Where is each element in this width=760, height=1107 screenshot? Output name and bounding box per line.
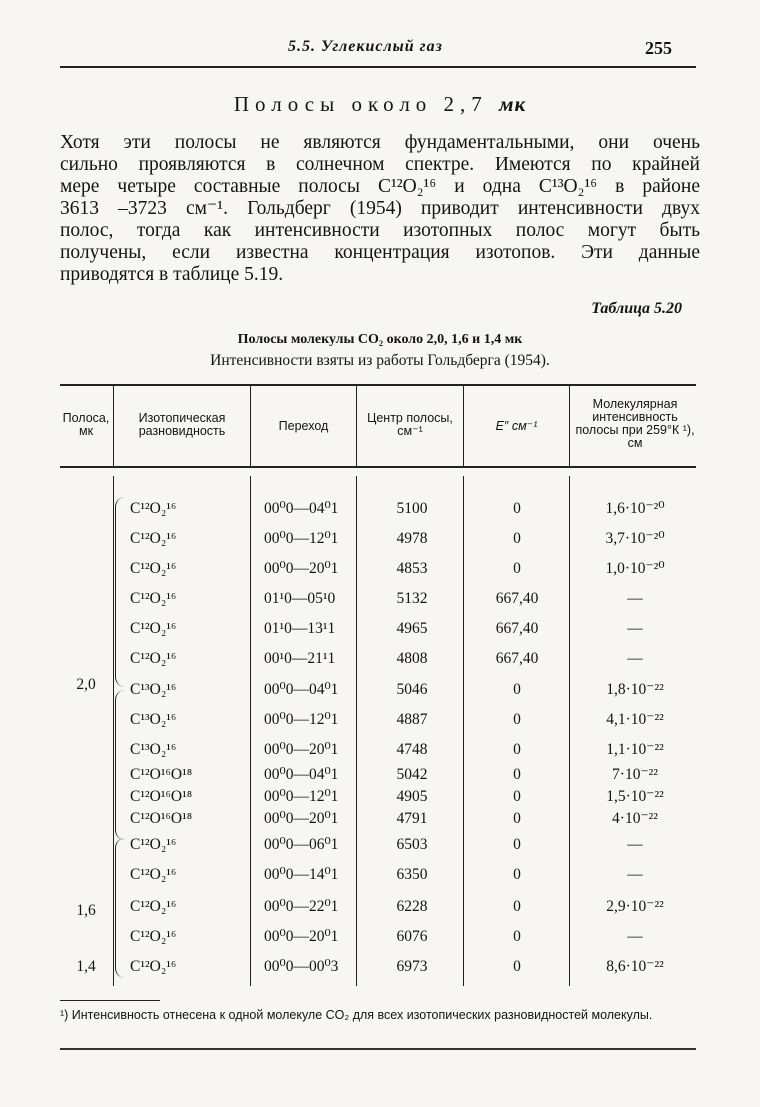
- paragraph-line: получены, если известна концентрация изотопов. Эти данные: [60, 242, 700, 263]
- cell-isotope: C¹²O₂¹⁶: [130, 866, 177, 883]
- cell-energy: 0: [513, 530, 521, 547]
- cell-transition: 00⁰0—04⁰1: [264, 681, 339, 698]
- page-number: 255: [645, 38, 672, 58]
- cell-intensity: 4,1·10⁻²²: [606, 711, 664, 728]
- cell-center: 4748: [396, 741, 428, 758]
- cell-energy: 0: [513, 741, 521, 758]
- table-top-rule: [60, 384, 696, 386]
- cell-center: 6350: [396, 866, 428, 883]
- cell-transition: 00⁰0—04⁰1: [264, 766, 339, 783]
- cell-intensity: 2,9·10⁻²²: [606, 898, 664, 915]
- cell-isotope: C¹²O₂¹⁶: [130, 590, 177, 607]
- cell-center: 6228: [396, 898, 428, 915]
- cell-center: 4791: [396, 810, 428, 827]
- cell-energy: 0: [513, 711, 521, 728]
- table-header-rule: [60, 466, 696, 468]
- cell-transition: 00⁰0—06⁰1: [264, 836, 339, 853]
- cell-intensity: 1,8·10⁻²²: [606, 681, 664, 698]
- cell-energy: 667,40: [495, 590, 539, 607]
- cell-intensity: 8,6·10⁻²²: [606, 958, 664, 975]
- column-divider: [463, 386, 464, 466]
- header-rule: [60, 66, 696, 68]
- header-band: Полоса, мк: [62, 411, 110, 438]
- header-transition: Переход: [278, 419, 329, 433]
- cell-energy: 667,40: [495, 650, 539, 667]
- band-label: 2,0: [76, 676, 96, 693]
- bottom-rule: [60, 1048, 696, 1050]
- cell-isotope: C¹²O₂¹⁶: [130, 620, 177, 637]
- cell-transition: 00⁰0—04⁰1: [264, 500, 339, 517]
- cell-center: 6076: [396, 928, 428, 945]
- band-label: 1,6: [76, 902, 96, 919]
- body-paragraph: [60, 132, 700, 286]
- cell-intensity: —: [627, 650, 643, 667]
- table-caption: Полосы молекулы CO₂ около 2,0, 1,6 и 1,4 мк: [237, 332, 523, 347]
- cell-center: 6503: [396, 836, 428, 853]
- paragraph-line: полос, тогда как интенсивности изотопных полос могут быть: [60, 220, 700, 241]
- header-center: Центр полосы, см⁻¹: [367, 411, 453, 438]
- cell-transition: 00⁰0—20⁰1: [264, 810, 339, 827]
- cell-isotope: C¹³O₂¹⁶: [130, 711, 177, 728]
- cell-center: 5132: [396, 590, 428, 607]
- column-divider: [250, 386, 251, 466]
- cell-center: 4853: [396, 560, 428, 577]
- paragraph-line: 3613 –3723 см⁻¹. Гольдберг (1954) приводит интенсивности двух: [60, 198, 700, 219]
- cell-center: 5042: [396, 766, 428, 783]
- cell-isotope: C¹²O₂¹⁶: [130, 836, 177, 853]
- section-title-unit: мк: [499, 92, 527, 116]
- header-energy: E″ см⁻¹: [495, 419, 538, 433]
- cell-energy: 0: [513, 836, 521, 853]
- cell-isotope: C¹²O¹⁶O¹⁸: [130, 810, 193, 827]
- cell-isotope: C¹²O₂¹⁶: [130, 650, 177, 667]
- cell-transition: 00¹0—21¹1: [264, 650, 336, 667]
- band-label: 1,4: [76, 958, 96, 975]
- cell-center: 5046: [396, 681, 428, 698]
- table-label: Таблица 5.20: [591, 300, 682, 317]
- cell-transition: 00⁰0—12⁰1: [264, 530, 339, 547]
- group-brace: [115, 838, 128, 978]
- cell-transition: 00⁰0—20⁰1: [264, 560, 339, 577]
- header-intensity: Молекулярная интенсивность полосы при 259°К ¹), см: [575, 397, 695, 450]
- section-title: [0, 92, 760, 117]
- cell-center: 4905: [396, 788, 428, 805]
- cell-isotope: C¹³O₂¹⁶: [130, 741, 177, 758]
- paragraph-line: мере четыре составные полосы C¹²O₂¹⁶ и одна C¹³O₂¹⁶ в районе: [60, 176, 700, 197]
- cell-intensity: —: [627, 590, 643, 607]
- cell-energy: 0: [513, 928, 521, 945]
- cell-energy: 0: [513, 560, 521, 577]
- cell-isotope: C¹²O₂¹⁶: [130, 500, 177, 517]
- cell-intensity: 3,7·10⁻²⁰: [605, 530, 665, 547]
- cell-transition: 01¹0—05¹0: [264, 590, 336, 607]
- table-subcaption: Интенсивности взяты из работы Гольдберга (1954).: [210, 352, 550, 369]
- cell-center: 5100: [396, 500, 428, 517]
- cell-intensity: —: [627, 836, 643, 853]
- cell-energy: 0: [513, 788, 521, 805]
- column-divider: [113, 476, 114, 986]
- paragraph-line: сильно проявляются в солнечном спектре. Имеются по крайней: [60, 154, 700, 175]
- running-title: 5.5. Углекислый газ: [288, 38, 443, 55]
- cell-intensity: 1,1·10⁻²²: [606, 741, 664, 758]
- footnote-rule: [60, 1000, 160, 1001]
- cell-center: 6973: [396, 958, 428, 975]
- cell-center: 4887: [396, 711, 428, 728]
- cell-isotope: C¹²O₂¹⁶: [130, 530, 177, 547]
- column-divider: [113, 386, 114, 466]
- cell-transition: 01¹0—13¹1: [264, 620, 336, 637]
- cell-energy: 0: [513, 681, 521, 698]
- cell-transition: 00⁰0—22⁰1: [264, 898, 339, 915]
- cell-intensity: 1,0·10⁻²⁰: [605, 560, 665, 577]
- footnote: ¹) Интенсивность отнесена к одной молекуле CO₂ для всех изотопических разновидностей молекулы.: [60, 1008, 653, 1022]
- cell-center: 4808: [396, 650, 428, 667]
- cell-isotope: C¹²O₂¹⁶: [130, 898, 177, 915]
- cell-energy: 0: [513, 866, 521, 883]
- cell-transition: 00⁰0—20⁰1: [264, 741, 339, 758]
- group-brace: [115, 690, 128, 840]
- cell-intensity: 1,5·10⁻²²: [606, 788, 664, 805]
- cell-intensity: —: [627, 620, 643, 637]
- paragraph-line: Хотя эти полосы не являются фундаментальными, они очень: [60, 132, 700, 153]
- paragraph-line: приводятся в таблице 5.19.: [60, 264, 284, 285]
- cell-intensity: —: [627, 866, 643, 883]
- cell-transition: 00⁰0—12⁰1: [264, 711, 339, 728]
- cell-energy: 0: [513, 500, 521, 517]
- cell-transition: 00⁰0—20⁰1: [264, 928, 339, 945]
- cell-transition: 00⁰0—00⁰3: [264, 958, 339, 975]
- cell-intensity: 7·10⁻²²: [612, 766, 658, 783]
- cell-energy: 667,40: [495, 620, 539, 637]
- cell-transition: 00⁰0—14⁰1: [264, 866, 339, 883]
- cell-center: 4978: [396, 530, 428, 547]
- section-title-text: Полосы около 2,7: [233, 92, 500, 116]
- cell-transition: 00⁰0—12⁰1: [264, 788, 339, 805]
- cell-intensity: —: [627, 928, 643, 945]
- group-brace: [115, 497, 128, 687]
- cell-isotope: C¹²O₂¹⁶: [130, 958, 177, 975]
- cell-isotope: C¹²O¹⁶O¹⁸: [130, 766, 193, 783]
- column-divider: [250, 476, 251, 986]
- column-divider: [356, 476, 357, 986]
- cell-intensity: 1,6·10⁻²⁰: [605, 500, 665, 517]
- cell-isotope: C¹²O₂¹⁶: [130, 928, 177, 945]
- cell-energy: 0: [513, 766, 521, 783]
- column-divider: [569, 386, 570, 466]
- cell-isotope: C¹²O₂¹⁶: [130, 560, 177, 577]
- cell-energy: 0: [513, 898, 521, 915]
- cell-intensity: 4·10⁻²²: [612, 810, 658, 827]
- cell-isotope: C¹²O¹⁶O¹⁸: [130, 788, 193, 805]
- header-isotope: Изотопическая разновидность: [138, 411, 226, 438]
- cell-center: 4965: [396, 620, 428, 637]
- cell-energy: 0: [513, 958, 521, 975]
- column-divider: [356, 386, 357, 466]
- cell-isotope: C¹³O₂¹⁶: [130, 681, 177, 698]
- cell-energy: 0: [513, 810, 521, 827]
